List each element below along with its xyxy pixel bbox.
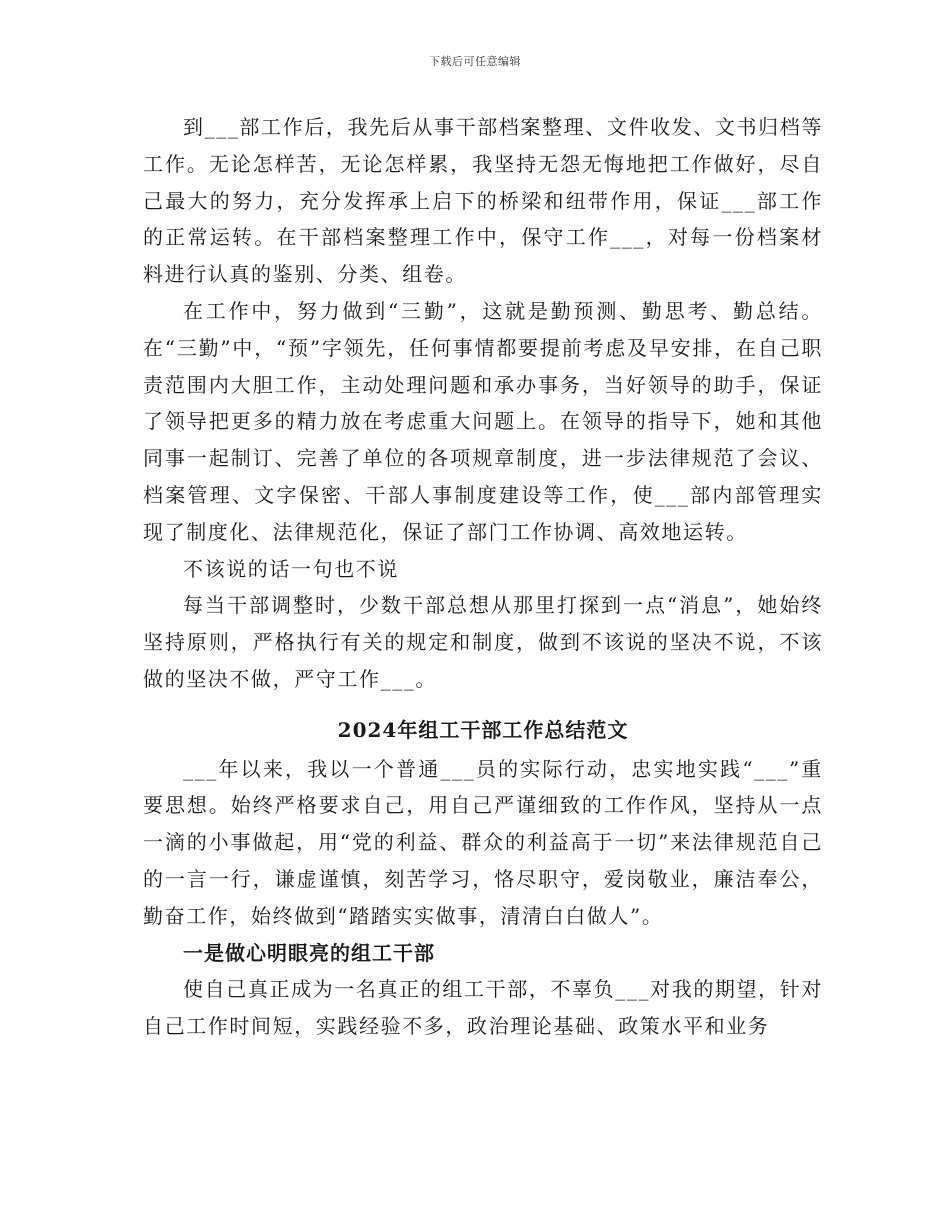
- paragraph-confidentiality: 每当干部调整时，少数干部总想从那里打探到一点“消息”，她始终坚持原则，严格执行有关的规定和制度，做到不该说的坚决不说，不该做的坚决不做，严守工作___。: [143, 593, 823, 691]
- paragraph-subheading-silence: 不该说的话一句也不说: [183, 556, 399, 581]
- paragraph-intro: ___年以来，我以一个普通___员的实际行动，忠实地实践“___”重要思想。始终严格要求自己，用自己严谨细致的工作作风，坚持从一点一滴的小事做起，用“党的利益、群众的利益高于一切”来法律规范自己的一言一行，谦虚谨慎，刻苦学习，恪尽职守，爱岗敬业，廉洁奉公，勤奋工作，始终做到“踏踏实实做事，清清白白做人”。: [143, 756, 823, 928]
- paragraph-archive-work: 到___部工作后，我先后从事干部档案整理、文件收发、文书归档等工作。无论怎样苦，无论怎样累，我坚持无怨无悔地把工作做好，尽自己最大的努力，充分发挥承上启下的桥梁和纽带作用，保证___部工作的正常运转。在干部档案整理工作中，保守工作___，对每一份档案材料进行认真的鉴别、分类、组卷。: [143, 115, 823, 287]
- paragraph-three-diligences: 在工作中，努力做到“三勤”，这就是勤预测、勤思考、勤总结。在“三勤”中，“预”字领先，任何事情都要提前考虑及早安排，在自己职责范围内大胆工作，主动处理问题和承办事务，当好领导的助手，保证了领导把更多的精力放在考虑重大问题上。在领导的指导下，她和其他同事一起制订、完善了单位的各项规章制度，进一步法律规范了会议、档案管理、文字保密、干部人事制度建设等工作，使___部内部管理实现了制度化、法律规范化，保证了部门工作协调、高效地运转。: [143, 298, 823, 544]
- document-body: [143, 109, 823, 1045]
- section-title: 2024年组工干部工作总结范文: [337, 717, 629, 742]
- section-heading-clear-eyed: 一是做心明眼亮的组工干部: [183, 940, 435, 965]
- page-header-note: 下载后可任意编辑: [429, 55, 521, 68]
- paragraph-become-cadre: 使自己真正成为一名真正的组工干部，不辜负___对我的期望，针对自己工作时间短，实践经验不多，政治理论基础、政策水平和业务: [143, 977, 823, 1039]
